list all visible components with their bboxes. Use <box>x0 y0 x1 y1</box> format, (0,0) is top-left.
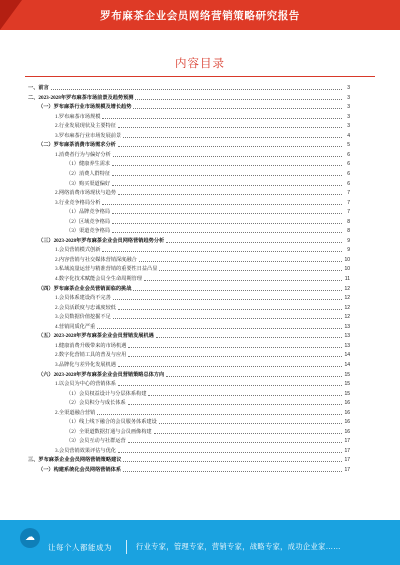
brand-logo-icon: ☁ <box>20 528 40 548</box>
toc-page-number: 12 <box>344 295 350 302</box>
toc-entry-title: （四）罗布麻茶企业会员营销面临的挑战 <box>38 285 132 292</box>
toc-entry[interactable] <box>0 285 400 294</box>
toc-heading: 内容目录 <box>175 56 225 70</box>
toc-entry[interactable] <box>0 332 400 341</box>
toc-entry-title: 2.行业发展现状及主要特征 <box>55 123 116 130</box>
toc-leader-dots <box>118 366 342 367</box>
toc-leader-dots <box>154 433 342 434</box>
toc-page-number: 15 <box>344 371 350 378</box>
toc-entry[interactable] <box>0 122 400 131</box>
toc-entry[interactable] <box>0 304 400 313</box>
toc-page-number: 7 <box>347 199 350 206</box>
header-corner-decoration <box>0 0 22 30</box>
toc-entry[interactable] <box>0 94 400 103</box>
toc-entry[interactable] <box>0 103 400 112</box>
toc-entry-title: 3.行业竞争格局分析 <box>55 199 101 206</box>
toc-page-number: 12 <box>344 304 350 311</box>
report-header-bar <box>0 0 400 30</box>
toc-entry[interactable] <box>0 199 400 208</box>
toc-leader-dots <box>166 242 342 243</box>
footer-slogan: 让每个人都能成为 <box>48 543 112 552</box>
toc-leader-dots <box>102 118 342 119</box>
toc-page-number: 17 <box>344 447 350 454</box>
toc-page-number: 17 <box>344 438 350 445</box>
toc-entry-title: 3.会员数据价值挖掘不足 <box>55 314 111 321</box>
toc-entry[interactable] <box>0 237 400 246</box>
report-title: 罗布麻茶企业会员网络营销策略研究报告 <box>100 9 300 22</box>
toc-page-number: 12 <box>344 285 350 292</box>
toc-leader-dots <box>128 347 342 348</box>
toc-entry-title: 1.会员营销模式创新 <box>55 247 101 254</box>
toc-entry[interactable] <box>0 456 400 465</box>
toc-entry[interactable] <box>0 180 400 189</box>
toc-entry-title: （一）构建系统化会员网络营销体系 <box>38 467 122 473</box>
toc-page-number: 9 <box>347 237 350 244</box>
toc-leader-dots <box>128 442 342 443</box>
toc-entry-title: （1）品牌竞争格局 <box>66 209 111 216</box>
toc-page-number: 3 <box>347 113 350 120</box>
toc-page-number: 16 <box>344 419 350 426</box>
toc-page-number: 17 <box>344 457 350 464</box>
toc-entry-title: 2.网络消费市场现状与趋势 <box>55 190 116 197</box>
toc-leader-dots <box>159 270 342 271</box>
toc-leader-dots <box>112 165 342 166</box>
toc-entry[interactable] <box>0 113 400 122</box>
toc-leader-dots <box>118 309 342 310</box>
toc-page-number: 6 <box>347 170 350 177</box>
toc-leader-dots <box>113 156 342 157</box>
toc-entry[interactable] <box>0 437 400 446</box>
toc-entry-title: （一）罗布麻茶行业市场规模及增长趋势 <box>38 104 132 111</box>
toc-leader-dots <box>102 204 342 205</box>
toc-leader-dots <box>133 108 342 109</box>
toc-entry-title: （2）全渠道数据打通与会员画像构建 <box>66 428 152 435</box>
toc-entry-title: （2）会员积分与成长体系 <box>66 400 126 407</box>
toc-leader-dots <box>118 127 342 128</box>
toc-page-number: 16 <box>344 400 350 407</box>
toc-leader-dots <box>113 299 342 300</box>
toc-entry[interactable] <box>0 361 400 370</box>
toc-entry-title: 3.会员营销效果评估与优化 <box>55 447 116 454</box>
toc-page-number: 7 <box>347 209 350 216</box>
toc-entry[interactable] <box>0 351 400 360</box>
toc-entry-title: （1）线上线下融合的会员服务体系建设 <box>66 419 157 426</box>
toc-entry-title: 1.消费者行为与偏好分析 <box>55 151 111 158</box>
toc-page-number: 14 <box>344 361 350 368</box>
toc-leader-dots <box>144 280 342 281</box>
toc-entry-title: 2.数字化营销工具的普及与应用 <box>55 352 127 359</box>
toc-leader-dots <box>112 223 342 224</box>
toc-entry-title: 二、2023-2028年罗布麻茶市场前景及趋势预测 <box>28 94 134 101</box>
toc-entry-title: （3）会员互动与社群运营 <box>66 438 126 445</box>
toc-leader-dots <box>148 395 342 396</box>
toc-page-number: 17 <box>344 467 350 473</box>
toc-leader-dots <box>166 376 342 377</box>
toc-entry[interactable] <box>0 342 400 351</box>
toc-entry[interactable] <box>0 208 400 217</box>
toc-page-number: 13 <box>344 342 350 349</box>
toc-page-number: 15 <box>344 390 350 397</box>
toc-leader-dots <box>112 232 342 233</box>
toc-leader-dots <box>112 175 342 176</box>
toc-entry-title: 1.罗布麻茶市场规模 <box>55 113 101 120</box>
toc-entry[interactable] <box>0 294 400 303</box>
toc-page-number: 9 <box>347 247 350 254</box>
toc-entry[interactable] <box>0 466 400 475</box>
toc-entry[interactable] <box>0 151 400 160</box>
toc-leader-dots <box>118 146 342 147</box>
footer-banner <box>0 520 400 565</box>
toc-entry[interactable] <box>0 380 400 389</box>
toc-entry-title: 三、罗布麻茶企业会员网络营销策略建议 <box>28 457 122 464</box>
toc-leader-dots <box>113 318 342 319</box>
toc-leader-dots <box>97 414 342 415</box>
toc-entry[interactable] <box>0 418 400 427</box>
toc-page-number: 3 <box>347 104 350 111</box>
toc-leader-dots <box>97 328 342 329</box>
toc-leader-dots <box>118 194 342 195</box>
toc-page-number: 16 <box>344 428 350 435</box>
toc-entry-title: （1）健康养生需求 <box>66 161 111 168</box>
toc-page-number: 3 <box>347 85 350 91</box>
toc-entry[interactable] <box>0 189 400 198</box>
toc-entry-title: 3.品牌化与差异化发展机遇 <box>55 361 116 368</box>
toc-entry-title: （2）区域竞争格局 <box>66 218 111 225</box>
toc-page-number: 11 <box>344 276 350 282</box>
toc-entry[interactable] <box>0 399 400 408</box>
toc-page-number: 8 <box>347 228 350 235</box>
toc-entry[interactable] <box>0 275 400 284</box>
toc-entry[interactable] <box>0 409 400 418</box>
toc-entry[interactable] <box>0 170 400 179</box>
toc-page-number: 3 <box>347 94 350 101</box>
toc-page-number: 4 <box>347 132 350 139</box>
toc-leader-dots <box>112 213 342 214</box>
toc-entry-title: 3.罗布麻茶行业市场发展前景 <box>55 132 122 139</box>
toc-leader-dots <box>123 461 342 462</box>
footer-divider <box>126 540 127 554</box>
toc-leader-dots <box>159 423 342 424</box>
toc-leader-dots <box>135 99 342 100</box>
toc-page-number: 16 <box>344 409 350 416</box>
toc-entry-title: 4.数字化技术赋能会员全生命周期管理 <box>55 276 142 282</box>
toc-entry[interactable] <box>0 265 400 274</box>
toc-leader-dots <box>118 385 342 386</box>
toc-entry-title: （五）2023-2028年罗布麻茶企业会员营销发展机遇 <box>38 333 154 340</box>
toc-entry[interactable] <box>0 428 400 437</box>
footer-tagline: 行业专家，管理专家，营销专家，战略专家，成功企业家…… <box>136 542 341 551</box>
toc-page-number: 13 <box>344 323 350 330</box>
toc-page-number: 15 <box>344 381 350 388</box>
toc-page-number: 3 <box>347 123 350 130</box>
toc-entry-title: （二）罗布麻茶消费市场需求分析 <box>38 142 116 149</box>
toc-entry-title: （2）消费人群特征 <box>66 170 111 177</box>
toc-page-number: 12 <box>344 314 350 321</box>
toc-entry-title: （3）渠道竞争格局 <box>66 228 111 235</box>
toc-entry-title: （3）购买渠道偏好 <box>66 180 111 187</box>
toc-heading-rule <box>25 76 375 77</box>
toc-entry-title: 4.营销同质化严重 <box>55 323 96 330</box>
toc-entry-title: 1.以会员为中心的营销体系 <box>55 381 116 388</box>
toc-page-number: 10 <box>344 256 350 263</box>
toc-entry[interactable] <box>0 218 400 227</box>
toc-leader-dots <box>133 290 342 291</box>
toc-leader-dots <box>156 337 342 338</box>
toc-page-number: 14 <box>344 352 350 359</box>
toc-page-number: 5 <box>347 142 350 149</box>
toc-entry[interactable] <box>0 141 400 150</box>
toc-leader-dots <box>123 471 342 472</box>
toc-page-number: 6 <box>347 161 350 168</box>
toc-entry-title: 1.会员体系建设尚不完善 <box>55 295 111 302</box>
toc-page-number: 13 <box>344 333 350 340</box>
toc-page-number: 6 <box>347 180 350 187</box>
toc-entry-title: 3.私域流量运营与精准营销的重要性日益凸显 <box>55 266 158 273</box>
toc-entry-title: （1）会员权益设计与分层体系构建 <box>66 390 147 397</box>
toc-page-number: 8 <box>347 218 350 225</box>
toc-entry-title: 2.内容营销与社交媒体营销深度融合 <box>55 256 137 263</box>
toc-leader-dots <box>102 251 342 252</box>
toc-entry[interactable] <box>0 313 400 322</box>
toc-entry-title: 1.健康消费升级带来的市场机遇 <box>55 342 127 349</box>
toc-entry-title: 一、前言 <box>28 85 49 91</box>
toc-leader-dots <box>51 89 342 90</box>
toc-entry[interactable] <box>0 447 400 456</box>
toc-entry[interactable] <box>0 256 400 265</box>
toc-leader-dots <box>112 185 342 186</box>
toc-entry-title: （六）2023-2028年罗布麻茶企业会员营销策略总体方向 <box>38 371 165 378</box>
toc-leader-dots <box>118 452 342 453</box>
toc-entry[interactable] <box>0 323 400 332</box>
toc-leader-dots <box>123 137 342 138</box>
toc-entry[interactable] <box>0 371 400 380</box>
toc-entry[interactable] <box>0 246 400 255</box>
toc-entry[interactable] <box>0 227 400 236</box>
toc-leader-dots <box>128 356 342 357</box>
toc-entry[interactable] <box>0 132 400 141</box>
toc-entry[interactable] <box>0 390 400 399</box>
toc-entry[interactable] <box>0 160 400 169</box>
toc-page-number: 6 <box>347 151 350 158</box>
toc-entry[interactable] <box>0 84 400 93</box>
toc-page-number: 7 <box>347 190 350 197</box>
toc-entry-title: 2.会员活跃度与忠诚度较低 <box>55 304 116 311</box>
toc-entry-title: 2.全渠道融合营销 <box>55 409 96 416</box>
toc-page-number: 10 <box>344 266 350 273</box>
toc-leader-dots <box>128 404 342 405</box>
toc-entry-title: （三）2023-2028年罗布麻茶企业会员网络营销趋势分析 <box>38 237 165 244</box>
toc-leader-dots <box>139 261 342 262</box>
